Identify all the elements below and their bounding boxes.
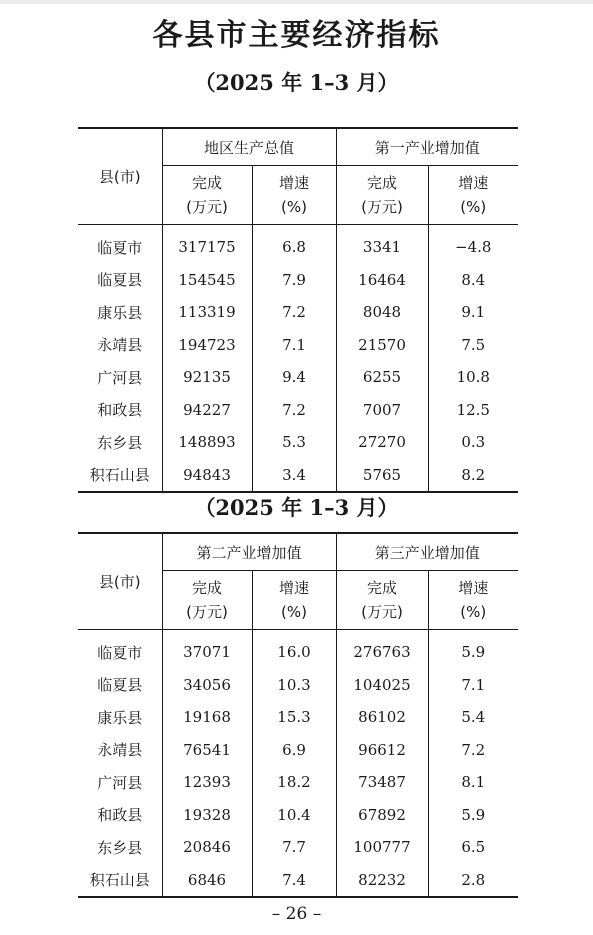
table2-subtitle: （2025 年 1–3 月） [194,495,399,520]
cell-value: 10.4 [252,799,336,832]
row-header: 县(市) [78,533,162,630]
county-name: 临夏县 [97,676,143,695]
cell-value: 8.2 [428,459,518,493]
table-row [78,361,518,394]
table-row [78,264,518,297]
county-name: 和政县 [97,806,143,825]
subheader-growth: 增速 (%) [428,166,518,225]
table2 [78,532,518,898]
cell-value: 3.4 [252,459,336,493]
table-row [78,231,518,264]
cell-value: 100777 [336,831,428,864]
cell-value: 16.0 [252,636,336,669]
table-row [78,394,518,427]
subheader-growth: 增速 (%) [252,166,336,225]
county-name: 东乡县 [97,433,143,452]
cell-value: 5.9 [428,636,518,669]
cell-value: 15.3 [252,701,336,734]
county-name: 临夏县 [97,271,143,290]
county-name: 东乡县 [97,838,143,857]
table-row [78,799,518,832]
cell-value: 7.1 [428,669,518,702]
subheader-growth: 增速 (%) [252,571,336,630]
cell-value: 6.5 [428,831,518,864]
header-gdp: 地区生产总值 [162,128,336,166]
cell-value: 8048 [336,296,428,329]
cell-value: 113319 [162,296,252,329]
subheader-complete: 完成 (万元) [336,166,428,225]
table1 [78,127,518,493]
subheader-complete: 完成 (万元) [336,571,428,630]
cell-value: 7.2 [428,734,518,767]
cell-value: 10.8 [428,361,518,394]
cell-value: 6255 [336,361,428,394]
cell-value: 18.2 [252,766,336,799]
county-name: 康乐县 [97,708,143,727]
county-name: 和政县 [97,401,143,420]
cell-value: 7.7 [252,831,336,864]
header-primary-industry: 第一产业增加值 [336,128,518,166]
cell-value: 0.3 [428,426,518,459]
cell-value: 2.8 [428,864,518,898]
table1-subtitle: （2025 年 1–3 月） [194,70,399,95]
cell-value: 7007 [336,394,428,427]
cell-value: 317175 [162,231,252,264]
cell-value: 7.9 [252,264,336,297]
table-row [78,669,518,702]
cell-value: 86102 [336,701,428,734]
cell-value: 154545 [162,264,252,297]
cell-value: 7.1 [252,329,336,362]
cell-value: 6846 [162,864,252,898]
cell-value: 7.5 [428,329,518,362]
cell-value: 67892 [336,799,428,832]
cell-value: 9.4 [252,361,336,394]
top-edge [0,0,593,4]
table-row [78,701,518,734]
subheader-growth: 增速 (%) [428,571,518,630]
cell-value: 8.1 [428,766,518,799]
table-row [78,864,518,898]
county-name: 临夏市 [97,238,143,257]
cell-value: 82232 [336,864,428,898]
county-name: 康乐县 [97,303,143,322]
cell-value: 6.8 [252,231,336,264]
county-name: 永靖县 [97,741,143,760]
page-number: – 26 – [271,904,322,924]
county-name: 积石山县 [78,459,162,493]
cell-value: 94227 [162,394,252,427]
cell-value: 76541 [162,734,252,767]
cell-value: 37071 [162,636,252,669]
cell-value: 21570 [336,329,428,362]
cell-value: 5.3 [252,426,336,459]
table-row [78,459,518,493]
subheader-complete: 完成 (万元) [162,166,252,225]
cell-value: 7.4 [252,864,336,898]
cell-value: 12393 [162,766,252,799]
cell-value: 19328 [162,799,252,832]
table-row [78,329,518,362]
cell-value: 73487 [336,766,428,799]
cell-value: 27270 [336,426,428,459]
cell-value: 96612 [336,734,428,767]
table-row [78,734,518,767]
subheader-complete: 完成 (万元) [162,571,252,630]
table-row [78,426,518,459]
cell-value: 148893 [162,426,252,459]
cell-value: 5.9 [428,799,518,832]
page-title: 各县市主要经济指标 [152,18,441,53]
cell-value: 92135 [162,361,252,394]
cell-value: 7.2 [252,296,336,329]
cell-value: 19168 [162,701,252,734]
cell-value: 16464 [336,264,428,297]
county-name: 永靖县 [97,336,143,355]
cell-value: 5765 [336,459,428,493]
county-name: 广河县 [97,368,143,387]
table-row [78,296,518,329]
cell-value: 5.4 [428,701,518,734]
cell-value: 194723 [162,329,252,362]
cell-value: 20846 [162,831,252,864]
cell-value: 7.2 [252,394,336,427]
cell-value: 8.4 [428,264,518,297]
cell-value: 10.3 [252,669,336,702]
cell-value: 34056 [162,669,252,702]
cell-value: 104025 [336,669,428,702]
cell-value: 6.9 [252,734,336,767]
cell-value: 3341 [336,231,428,264]
table-row [78,831,518,864]
cell-value: 276763 [336,636,428,669]
header-secondary-industry: 第二产业增加值 [162,533,336,571]
cell-value: −4.8 [428,231,518,264]
cell-value: 12.5 [428,394,518,427]
cell-value: 94843 [162,459,252,493]
county-name: 临夏市 [97,643,143,662]
table-row [78,766,518,799]
header-tertiary-industry: 第三产业增加值 [336,533,518,571]
county-name: 广河县 [97,773,143,792]
row-header: 县(市) [78,128,162,225]
table-row [78,636,518,669]
cell-value: 9.1 [428,296,518,329]
county-name: 积石山县 [78,864,162,898]
